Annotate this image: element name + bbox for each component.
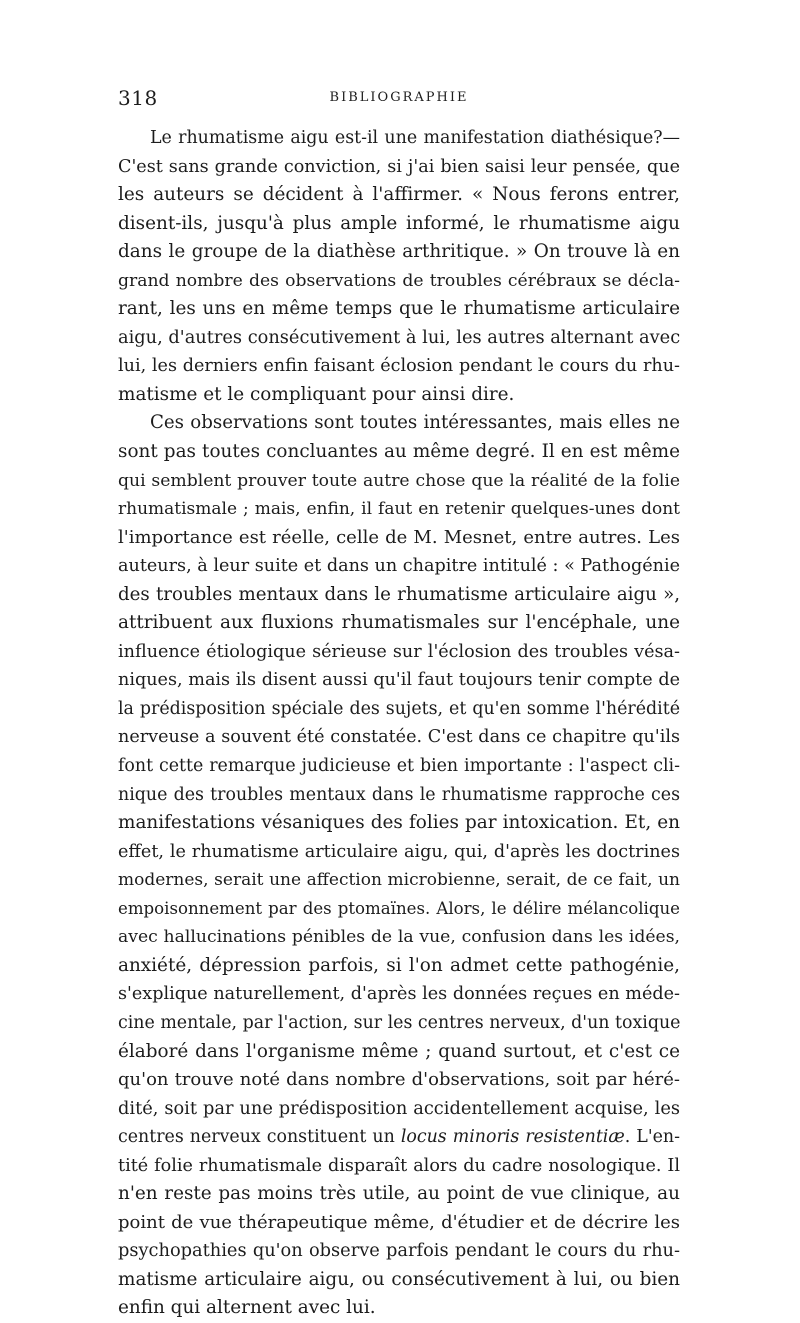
text-line: n'en reste pas moins très utile, au point de vue clinique, au	[118, 1183, 680, 1205]
text-line: Ces observations sont toutes intéressantes, mais elles ne	[150, 412, 680, 434]
text-line: grand nombre des observations de troubles cérébraux se décla-	[118, 270, 680, 291]
text-line: la prédisposition spéciale des sujets, et qu'en somme l'hérédité	[118, 698, 680, 719]
text-line: point de vue thérapeutique même, d'étudier et de décrire les	[118, 1211, 680, 1233]
body-text	[118, 124, 680, 1323]
text-line: auteurs, à leur suite et dans un chapitre intitulé : « Pathogénie	[118, 556, 680, 577]
text-line: nerveuse a souvent été constatée. C'est dans ce chapitre qu'ils	[118, 727, 680, 748]
text-line: psychopathies qu'on observe parfois pendant le cours du rhu-	[118, 1240, 680, 1262]
italic-latin-phrase: locus minoris resistentiæ	[400, 1127, 625, 1148]
text-line: les auteurs se décident à l'affirmer. « Nous ferons entrer,	[118, 184, 680, 206]
paragraph-2	[118, 409, 680, 1323]
text-line: qui semblent prouver toute autre chose que la réalité de la folie	[118, 470, 680, 491]
text-line: aigu, d'autres consécutivement à lui, les autres alternant avec	[118, 326, 681, 348]
text-line: lui, les derniers enfin faisant éclosion pendant le cours du rhu-	[118, 356, 680, 377]
text-line: dans le groupe de la diathèse arthritique. » On trouve là en	[118, 241, 680, 263]
text-segment: . L'en-	[624, 1127, 680, 1148]
text-line: tité folie rhumatismale disparaît alors du cadre nosologique. Il	[118, 1155, 680, 1176]
text-line: effet, le rhumatisme articulaire aigu, qui, d'après les doctrines	[118, 841, 680, 862]
text-line: avec hallucinations pénibles de la vue, confusion dans les idées,	[118, 927, 680, 948]
text-line: C'est sans grande conviction, si j'ai bien saisi leur pensée, que	[118, 156, 680, 177]
page-number: 318	[118, 86, 158, 110]
text-line: modernes, serait une affection microbienne, serait, de ce fait, un	[118, 870, 680, 891]
text-line: sont pas toutes concluantes au même degré. Il en est même	[118, 441, 680, 463]
text-line: matisme et le compliquant pour ainsi dire.	[118, 383, 515, 405]
text-line: l'importance est réelle, celle de M. Mesnet, entre autres. Les	[118, 526, 680, 548]
text-line: rant, les uns en même temps que le rhumatisme articulaire	[118, 298, 680, 320]
text-line: font cette remarque judicieuse et bien importante : l'aspect cli-	[118, 756, 680, 777]
text-line: s'explique naturellement, d'après les données reçues en méde-	[118, 984, 680, 1005]
text-line: enfin qui alternent avec lui.	[118, 1297, 376, 1319]
text-line-with-italic	[118, 1123, 680, 1152]
text-line: niques, mais ils disent aussi qu'il faut toujours tenir compte de	[118, 670, 680, 691]
text-line: anxiété, dépression parfois, si l'on admet cette pathogénie,	[118, 954, 680, 976]
text-line: dité, soit par une prédisposition accidentellement acquise, les	[118, 1097, 680, 1119]
text-line: attribuent aux fluxions rhumatismales sur l'encéphale, une	[118, 612, 680, 634]
text-line: disent-ils, jusqu'à plus ample informé, le rhumatisme aigu	[118, 212, 680, 234]
text-line: manifestations vésaniques des folies par intoxication. Et, en	[118, 812, 680, 834]
text-line: matisme articulaire aigu, ou consécutivement à lui, ou bien	[118, 1268, 680, 1290]
text-line: qu'on trouve noté dans nombre d'observations, soit par héré-	[118, 1069, 680, 1091]
text-line: élaboré dans l'organisme même ; quand surtout, et c'est ce	[118, 1040, 680, 1062]
text-line: influence étiologique sérieuse sur l'éclosion des troubles vésa-	[118, 641, 680, 662]
text-line: rhumatismale ; mais, enfin, il faut en retenir quelques-unes dont	[118, 499, 680, 520]
text-segment: centres nerveux constituent un	[118, 1127, 401, 1148]
text-line: nique des troubles mentaux dans le rhumatisme rapproche ces	[118, 784, 680, 805]
running-title: BIBLIOGRAPHIE	[329, 90, 469, 105]
text-line: cine mentale, par l'action, sur les centres nerveux, d'un toxique	[118, 1012, 681, 1033]
running-header	[118, 86, 680, 112]
text-line: des troubles mentaux dans le rhumatisme articulaire aigu »,	[118, 583, 680, 605]
text-line: Le rhumatisme aigu est-il une manifestation diathésique?—	[150, 128, 680, 148]
text-line: empoisonnement par des ptomaïnes. Alors, le délire mélancolique	[118, 898, 680, 918]
paragraph-1	[118, 124, 680, 409]
